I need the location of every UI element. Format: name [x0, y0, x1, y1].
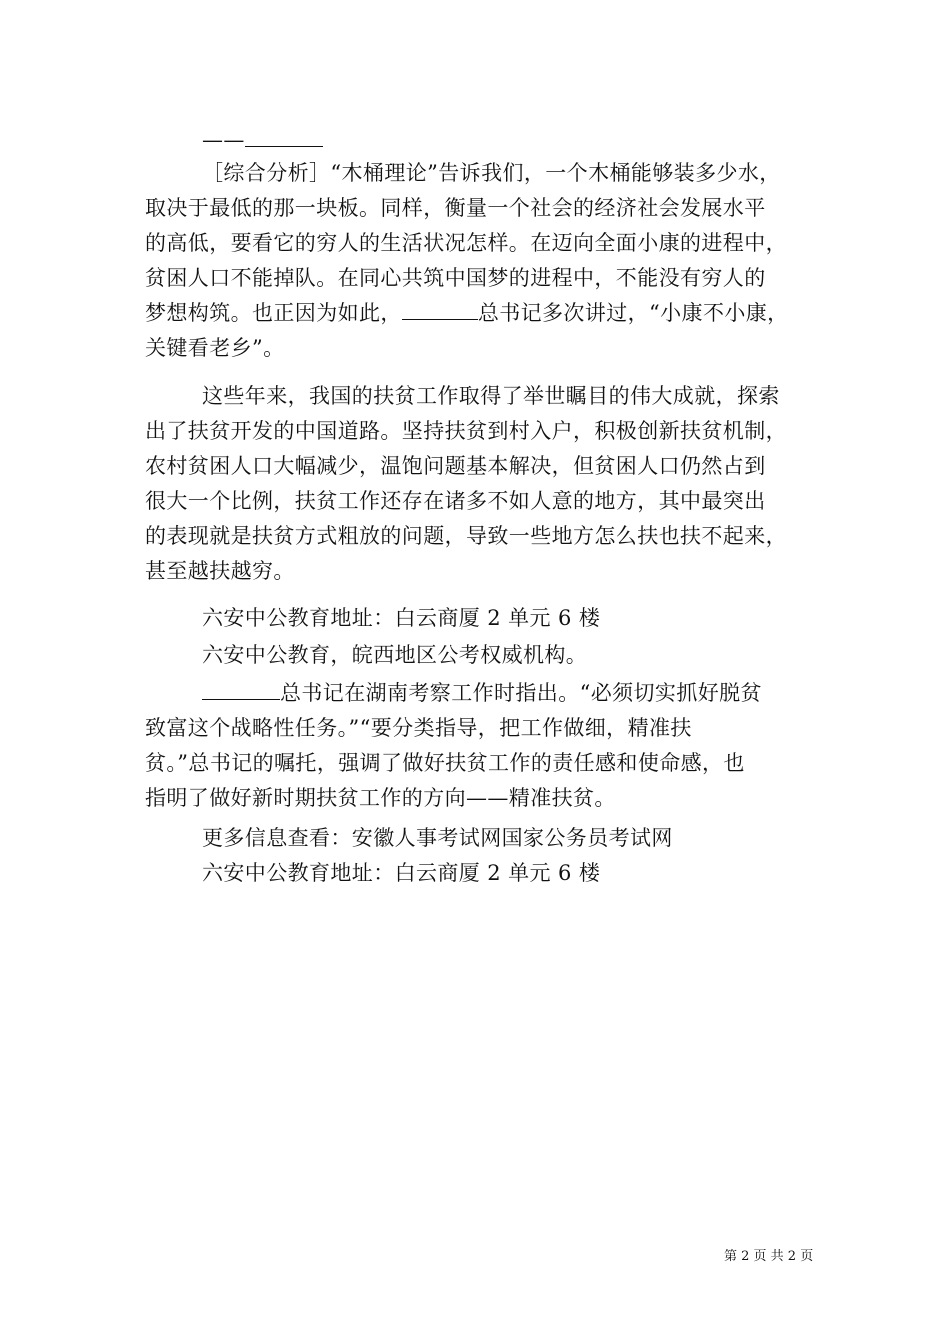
dash: —— — [202, 128, 245, 152]
paragraph-line: 致富这个战略性任务。”“要分类指导，把工作做细，精准扶 — [145, 716, 692, 740]
paragraph-line: 的高低，要看它的穷人的生活状况怎样。在迈向全面小康的进程中， — [145, 231, 787, 255]
fill-blank — [402, 299, 478, 320]
address-line: 六安中公教育地址：白云商厦 2 单元 6 楼 — [202, 606, 601, 630]
text-segment: 梦想构筑。也正因为如此， — [145, 301, 402, 325]
paragraph-line: 甚至越扶越穷。 — [145, 559, 295, 583]
paragraph-line: 出了扶贫开发的中国道路。坚持扶贫到村入户，积极创新扶贫机制， — [145, 419, 787, 443]
text-segment: 总书记多次讲过，“小康不小康， — [477, 301, 789, 325]
authority-line: 六安中公教育，皖西地区公考权威机构。 — [202, 643, 588, 667]
paragraph-line: 关键看老乡”。 — [145, 336, 285, 360]
paragraph-line: 贫。”总书记的嘱托，强调了做好扶贫工作的责任感和使命感，也 — [145, 751, 745, 775]
paragraph-line: 的表现就是扶贫方式粗放的问题，导致一些地方怎么扶也扶不起来， — [145, 524, 787, 548]
address-line: 六安中公教育地址：白云商厦 2 单元 6 楼 — [202, 861, 601, 885]
more-info-line: 更多信息查看：安徽人事考试网国家公务员考试网 — [202, 826, 673, 850]
paragraph-line — [202, 679, 862, 707]
answer-line — [202, 126, 862, 154]
paragraph-line — [145, 299, 805, 327]
paragraph-line: 农村贫困人口大幅减少，温饱问题基本解决，但贫困人口仍然占到 — [145, 454, 766, 478]
page-number: 第 2 页 共 2 页 — [724, 1249, 814, 1264]
paragraph-line: 贫困人口不能掉队。在同心共筑中国梦的进程中，不能没有穷人的 — [145, 266, 766, 290]
paragraph-line: 指明了做好新时期扶贫工作的方向——精准扶贫。 — [145, 786, 616, 810]
fill-blank — [202, 679, 280, 700]
fill-blank — [245, 126, 323, 147]
text-segment: 总书记在湖南考察工作时指出。“必须切实抓好脱贫 — [280, 681, 762, 705]
paragraph-line: ［综合分析］“木桶理论”告诉我们，一个木桶能够装多少水， — [202, 161, 781, 185]
paragraph-line: 这些年来，我国的扶贫工作取得了举世瞩目的伟大成就，探索 — [202, 384, 780, 408]
paragraph-line: 取决于最低的那一块板。同样，衡量一个社会的经济社会发展水平 — [145, 196, 766, 220]
paragraph-line: 很大一个比例，扶贫工作还存在诸多不如人意的地方，其中最突出 — [145, 489, 766, 513]
